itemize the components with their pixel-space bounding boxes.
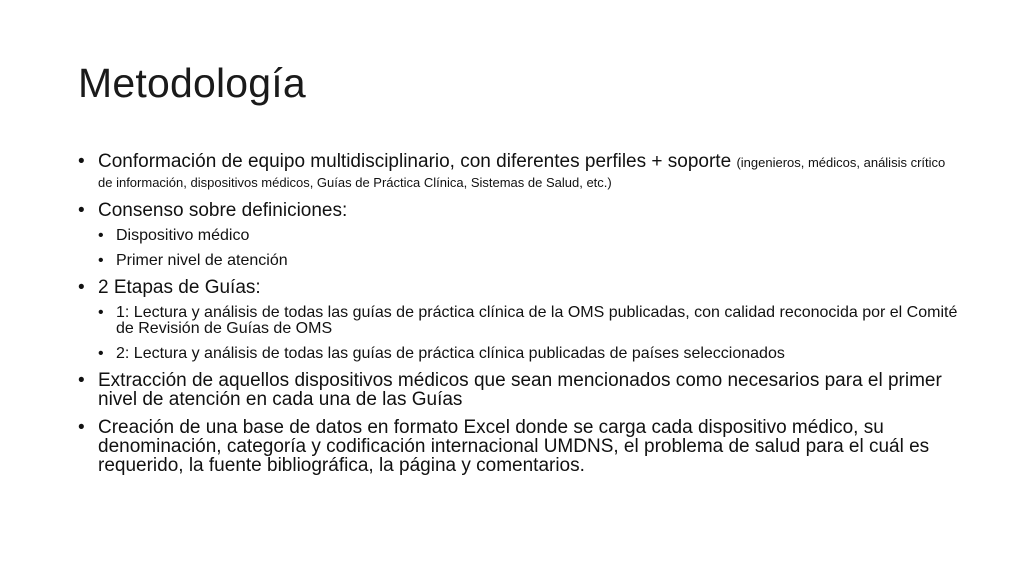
bullet-item-team (78, 152, 958, 192)
bullet-text: Consenso sobre definiciones: (98, 200, 348, 221)
bullet-note: (ingenieros, médicos, análisis crítico de información, dispositivos médicos, Guías de Práctica Clínica, Sistemas de Salud, etc.) (98, 155, 946, 190)
sub-bullet-item: • Dispositivo médico (98, 228, 958, 244)
sub-bullet-item: • 2: Lectura y análisis de todas las guías de práctica clínica publicadas de países seleccionados (98, 346, 958, 362)
sub-bullet-item: • 1: Lectura y análisis de todas las guías de práctica clínica de la OMS publicadas, con calidad reconocida por el Comité de Revisión de Guías de OMS (98, 305, 958, 337)
sub-bullet-list (98, 228, 958, 269)
sub-bullet-item: • Primer nivel de atención (98, 253, 958, 269)
bullet-item-extraction: • Extracción de aquellos dispositivos médicos que sean mencionados como necesarios para el primer nivel de atención en cada una de las Guías (78, 371, 958, 409)
sub-bullet-list (98, 305, 958, 362)
bullet-text: Conformación de equipo multidisciplinario, con diferentes perfiles + soporte (98, 151, 737, 172)
bullet-item-database: • Creación de una base de datos en formato Excel donde se carga cada dispositivo médico, su denominación, categoría y codificación internacional UMDNS, el problema de salud para el cuál es requerido, la fuente bibliográfica, la página y comentarios. (78, 418, 958, 475)
bullet-item-stages (78, 278, 958, 362)
slide-title: Metodología (78, 60, 306, 106)
bullet-item-consensus (78, 201, 958, 269)
bullet-list (78, 152, 958, 484)
bullet-text: 2 Etapas de Guías: (98, 277, 261, 298)
